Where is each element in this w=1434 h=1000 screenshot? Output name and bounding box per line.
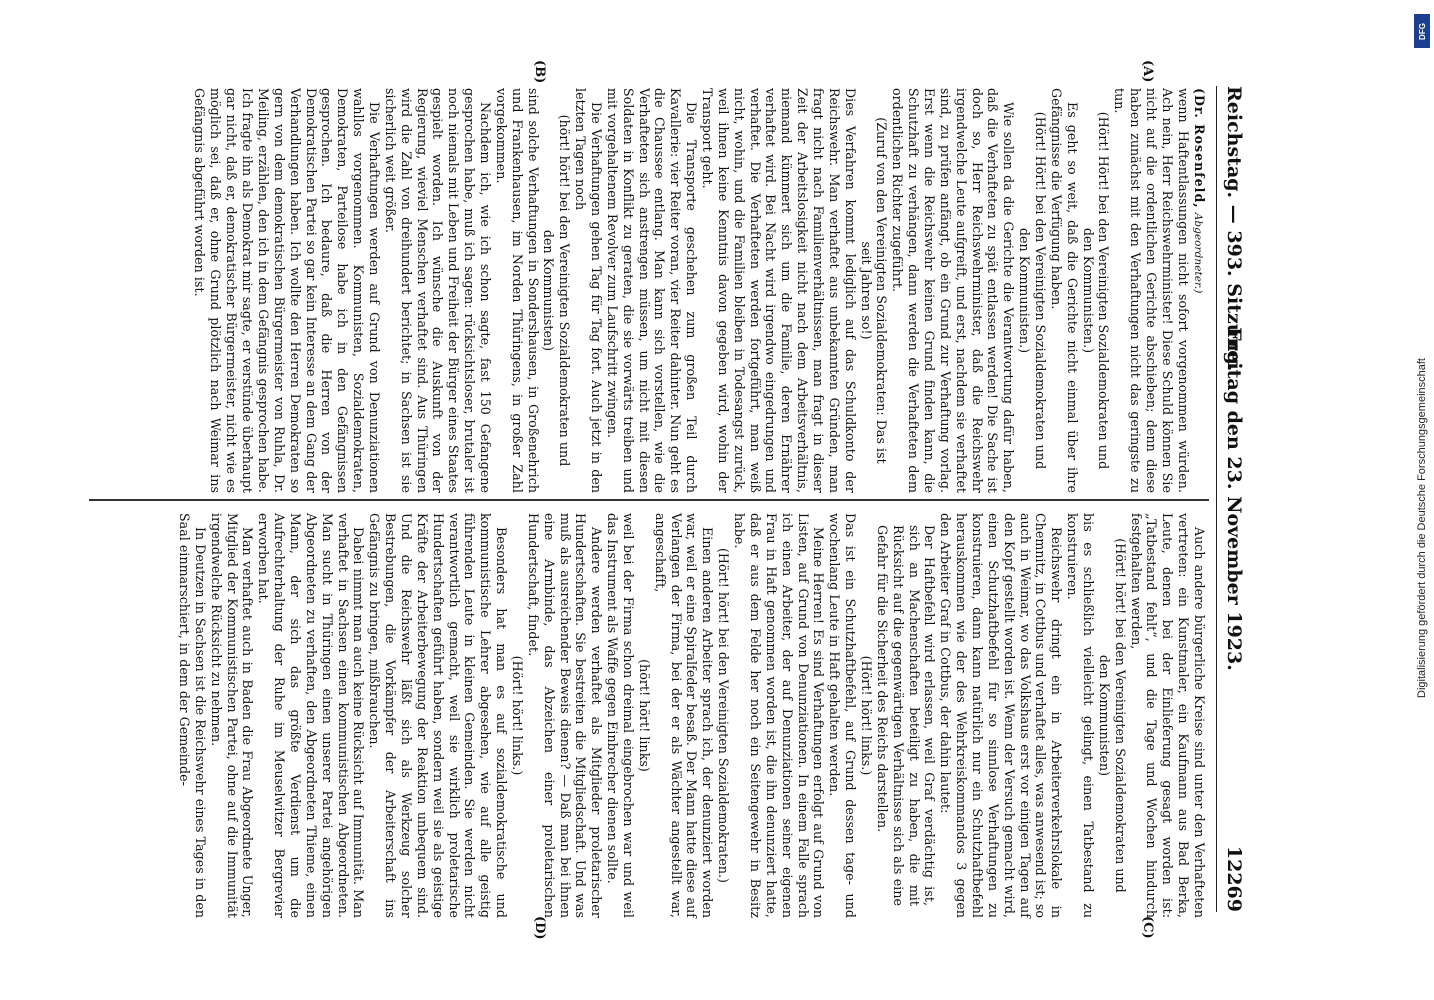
interjection: (Zuruf von den Vereinigten Sozialdemokraten: Das ist seit Jahren so!)	[858, 117, 890, 464]
left-column	[192, 88, 1207, 493]
margin-mark-d: (D)	[532, 916, 547, 940]
interjection: (hört! hört! links)	[636, 659, 652, 772]
digitization-note: Digitalisierung gefördert durch die Deutsche Forschungsgemeinschaft	[1416, 358, 1428, 698]
paragraph: Meine Herren! Es sind Verhaftungen erfolgt auf Grund von Listen, auf Grund von Denunziationen. In einem Falle sprach ich einen Arbeiter, der auf Denunziationen seiner eigenen Frau in Haft genommen worden ist, die ihn denunziert hatte, daß er aus dem Felde her noch ein Seitengewehr in Besitz habe.	[732, 513, 827, 918]
speaker-line	[1191, 88, 1207, 493]
interjection: (Hört! hört! bei den Vereinigten Sozialdemokraten.)	[716, 547, 732, 884]
margin-mark-a: (A)	[1140, 60, 1155, 83]
interjection: (Hört! Hört! bei den Vereinigten Sozialdemokraten und den Kommunisten.)	[1080, 111, 1112, 470]
margin-mark-b: (B)	[532, 60, 547, 84]
paragraph: Reichswehr dringt ein in Arbeiterverkehrslokale in Chemnitz, in Cottbus und verhaftet alles, was anwesend ist; so auch in Weimar, wo das Volkshaus erst vor einigen Tagen auf den Kopf gestellt worden ist. Wenn der Versuch gemacht wird, einen Schutzhaftbefehl für so sinnlose Verhaftungen zu konstruieren, dann kann natürlich nur ein Schutzhaftbefehl herauskommen wie der des Wehrkreiskommandos 3 gegen den Arbeiter Graf in Cottbus, der dahin lautet:	[938, 513, 1065, 918]
paragraph: Man verhaftet auch in Baden die Frau Abgeordnete Unger, Mitglied der Kommunistischen Partei, ohne auf die Immunität irgendwelche Rücksicht zu nehmen.	[208, 513, 256, 918]
paragraph: Einen anderen Arbeiter sprach ich, der denunziert worden war, weil er eine Spiralfeder besaß. Der Mann hatte diese auf Verlangen der Firma, bei der er als Wächter angestellt war, angeschafft,	[652, 513, 716, 918]
paragraph: Es geht so weit, daß die Gerichte nicht einmal über ihre Gefängnisse die Verfügung haben.	[1048, 88, 1080, 493]
paragraph: wenn Haftentlassungen nicht sofort vorgenommen würden. Ach nein, Herr Reichswehrminister! Diese Schuld können Sie nicht auf die ordentlichen Gerichte abschieben; denn diese haben zunächst mit den Verhaftungen nicht das geringste zu tun.	[1112, 88, 1191, 493]
column-divider	[89, 499, 1209, 501]
paragraph: Wie sollen da die Gerichte die Verantwortung dafür haben, daß die Verhafteten zu spät entlassen werden! Die Sache ist doch so, Herr Reichswehrminister, daß die Reichswehr irgendwelche Leute aufgreift, und erst, nachdem sie verhaftet sind, zu prüfen anfängt, ob ein Grund zur Verhaftung vorlag. Erst wenn die Reichswehr keinen Grund finden kann, die Schutzhaft zu verhängen, dann werden die Verhafteten dem ordentlichen Richter zugeführt.	[890, 88, 1017, 493]
header-date: Freitag den 23. November 1923.	[1223, 327, 1245, 671]
paragraph: Das ist ein Schutzhaftbefehl, auf Grund dessen tage- und wochenlang Leute in Haft gehalten werden.	[827, 513, 859, 918]
page-number: 12269	[1223, 845, 1245, 912]
paragraph: bis es schließlich vielleicht gelingt, einen Tatbestand zu konstruieren.	[1065, 513, 1096, 918]
page-header	[1216, 86, 1249, 912]
speaker-role: Abgeordneter.)	[1192, 212, 1204, 294]
interjection: (Hört! hört! bei den Vereinigten Sozialdemokraten und den Kommunisten)	[1096, 538, 1128, 893]
header-left: Reichstag. — 393. Sitzung.	[1223, 86, 1245, 372]
paragraph: Die Transporte geschehen zum großen Teil durch Kavallerie: vier Reiter voran, vier Reiter dahinter. Nun geht es die Chaussee entlang. Man kann sich vorstellen, wie die Verhafteten sich anstrengen müssen, um nicht mit diesen Soldaten in Konflikt zu geraten, die sie vorwärts treiben und mit vorgehaltenem Revolver zum Laufschritt zwingen.	[604, 88, 700, 493]
paragraph: Besonders hat man es auf sozialdemokratische und kommunistische Lehrer abgesehen, wie auf alle geistig führenden Leute in kleinen Gemeinden. Sie werden nicht verantwortlich gemacht, weil sie wirklich proletarische Hundertschaften geführt haben, sondern weil sie als geistige Kräfte der Arbeiterbewegung der Reaktion unbequem sind. Und die Reichswehr läßt sich als Werkzeug solcher Bestrebungen, die Vorkämpfer der Arbeiterschaft ins Gefängnis zu bringen, mißbrauchen.	[367, 513, 510, 918]
interjection: (Hört! hört! links.)	[510, 655, 526, 776]
paragraph: Andere werden verhaftet als Mitglieder proletarischer Hundertschaften. Sie bestreiten die Mitgliedschaft. Und was muß als ausreichender Beweis dienen? — Daß man bei ihnen eine Armbinde, das Abzeichen einer proletarischen Hundertschaft, findet.	[525, 513, 605, 918]
paragraph: Auch andere bürgerliche Kreise sind unter den Verhafteten vertreten: ein Kunstmaler, ein Kaufmann aus Bad Berka, Leute, denen bei der Einlieferung gesagt worden ist: „Tatbestand fehlt“, und die Tage und Wochen hindurch festgehalten werden,	[1128, 513, 1207, 918]
interjection: (Hört! hört! links.)	[858, 655, 874, 776]
paragraph: Dies Verfahren kommt lediglich auf das Schuldkonto der Reichswehr. Man verhaftet aus unbekannten Gründen, man fragt nicht nach Familienverhältnissen, man fragt in dieser Zeit der Arbeitslosigkeit nicht nach dem Arbeitsverhältnis, niemand kümmert sich um die Familie, deren Ernährer verhaftet wird. Bei Nacht wird irgendwo eingedrungen und verhaftet. Die Verhafteten werden fortgeführt, man weiß nicht, wohin, und die Familien bleiben in Todesangst zurück, weil ihnen keine Kenntnis davon gegeben wird, wohin der Transport geht.	[700, 88, 858, 493]
margin-mark-c: (C)	[1140, 916, 1155, 939]
right-column	[176, 513, 1207, 918]
paragraph: Nachdem ich, wie ich schon sagte, fast 150 Gefangene gesprochen habe, muß ich sagen: rücksichtsloser, brutaler ist noch niemals mit Leben und Freiheit der Bürger eines Staates gespielt worden. Ich wünsche die Auskunft von der Regierung, wieviel Menschen verhaftet sind. Aus Thüringen wird die Zahl von dreihundert berichtet; in Sachsen ist sie sicherlich weit größer.	[382, 88, 493, 493]
speaker-name: (Dr. Rosenfeld,	[1192, 88, 1207, 209]
paragraph: Dabei nimmt man auch keine Rücksicht auf Immunität. Man verhaftet in Sachsen einen kommunistischen Abgeordneten. Man sucht in Thüringen einen unserer Partei angehörigen Abgeordneten zu verhaften, den Abgeordneten Thieme, einen Mann, der sich das größte Verdienst um die Aufrechterhaltung der Ruhe im Meuselwitzer Bergrevier erworben hat.	[256, 513, 367, 918]
interjection: (hört! hört! bei den Vereinigten Sozialdemokraten und den Kommunisten)	[541, 114, 573, 467]
quoted-warrant: Der Haftbefehl wird erlassen, weil Graf verdächtig ist, sich an Machenschaften beteiligt zu haben, die mit Rücksicht auf die gegenwärtigen Verhältnisse sich als eine Gefahr für die Sicherheit des Reichs darstellen.	[874, 525, 938, 906]
paragraph: weil bei der Firma schon dreimal eingebrochen war und weil das Instrument als Waffe gegen Einbrecher dienen sollte.	[605, 513, 637, 918]
paragraph: Die Verhaftungen gehen Tag für Tag fort. Auch jetzt in den letzten Tagen noch	[573, 88, 604, 493]
interjection: (Hört! Hört! bei den Vereinigten Sozialdemokraten und den Kommunisten.)	[1017, 111, 1049, 470]
paragraph: In Deutzen in Sachsen ist die Reichswehr eines Tages in den Saal einmarschiert, in dem der Gemeinde-	[177, 513, 208, 918]
dfg-logo	[1414, 14, 1430, 48]
dfg-logo-text: DFG	[1417, 22, 1427, 40]
paragraph: sind solche Verhaftungen in Sondershausen, in Großenehrich und Frankenhausen, im Norden Thüringens, in großer Zahl vorgekommen.	[493, 88, 541, 493]
paragraph: Die Verhaftungen werden auf Grund von Denunziationen wahllos vorgenommen. Kommunisten, Sozialdemokraten, Demokraten, Parteilose habe ich in den Gefängnissen gesprochen. Ich bedaure, daß die Herren von der Demokratischen Partei so gar kein Interesse an dem Gang der Verhandlungen haben. Ich wollte den Herren Demokraten so gern von dem demokratischen Bürgermeister von Ruhla, Dr. Meiling, erzählen, den ich in dem Gefängnis gesprochen habe. Ich fragte ihn als Demokrat mir sagte, er verstünde überhaupt gar nicht, daß er, demokratischer Bürgermeister, nicht wie es möglich sei, daß er, ohne Grund plötzlich nach Weimar ins Gefängnis abgeführt worden ist.	[192, 88, 382, 493]
digitization-stamp	[1411, 8, 1433, 988]
